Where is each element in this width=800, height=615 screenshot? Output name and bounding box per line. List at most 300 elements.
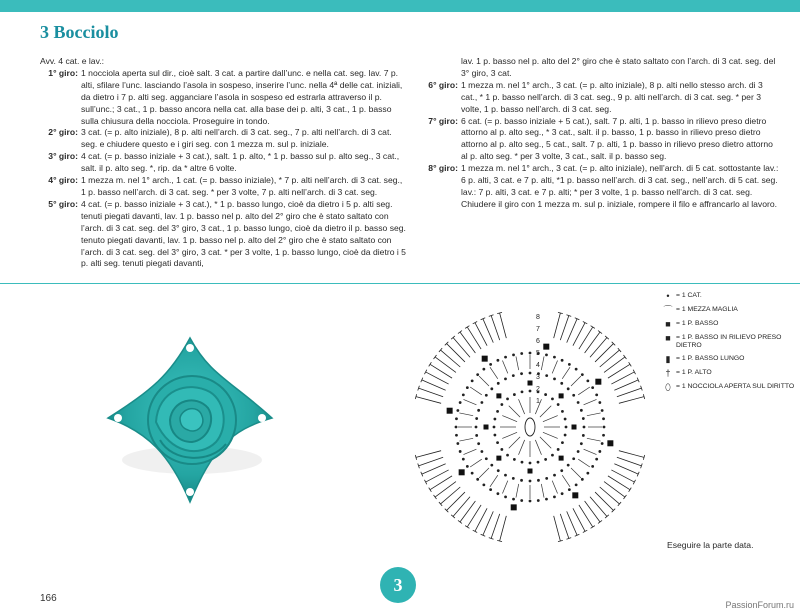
chain-dot [455, 434, 458, 437]
double-crochet-mark [595, 492, 613, 510]
stitch-mark [562, 475, 570, 487]
chain-dot [506, 454, 509, 457]
chain-dot [568, 363, 571, 366]
round-label: 3° giro: [48, 151, 78, 162]
stitch-mark [519, 399, 525, 414]
round-label: 4° giro: [48, 175, 78, 186]
double-crochet-mark [585, 332, 600, 353]
stitch-mark [543, 416, 558, 422]
chain-dot [512, 374, 515, 377]
double-crochet-mark [483, 511, 493, 535]
double-crochet-top [465, 526, 469, 529]
chain-dot [500, 448, 503, 451]
chain-dot [603, 426, 606, 429]
stitch-mark [479, 376, 489, 386]
double-crochet-mark [422, 380, 446, 390]
round-text: 1 mezza m. nel 1° arch., 3 cat. (= p. alto iniziale), nell’arch. di 5 cat. sottostante lav.: 6 p. alti, 3 cat. e 7 p. alti, *1 p. basso nell’arch. di 3 cat. seg., nell’arch. di 5 cat. seg. lav.: 7 p. alti, 3 cat. e 7 p. alti; * per 3 volte, 1 p. basso nell’arch. di 3 cat. seg. Chiudere il giro con 1 mezza m. sul p. iniziale, rompere il filo e affrancarlo al lavoro. [461, 163, 779, 209]
double-crochet-mark [447, 344, 465, 362]
intro-text: Avv. 4 cat. e lav.: [40, 56, 105, 66]
chain-dot [545, 374, 548, 377]
chain-dot [565, 426, 568, 429]
double-crochet-top [434, 355, 437, 359]
double-crochet-mark [419, 388, 444, 397]
chain-dot [520, 499, 523, 502]
execution-note: Eseguire la parte data. [667, 540, 754, 550]
double-crochet-mark [604, 357, 625, 372]
stitch-mark [516, 356, 519, 370]
double-crochet-top [629, 362, 632, 366]
chain-dot [490, 387, 493, 390]
double-crochet-mark [500, 313, 507, 338]
bobble-mark [525, 418, 535, 436]
chain-dot [580, 409, 583, 412]
stitch-mark [516, 484, 519, 498]
round-label: 6° giro: [428, 79, 458, 90]
stitch-mark [479, 468, 489, 478]
double-crochet-mark [567, 511, 577, 535]
chain-dot [551, 397, 554, 400]
stitch-mark [490, 475, 498, 487]
section-divider [0, 283, 800, 284]
chain-dot [529, 352, 532, 355]
chain-dot [602, 434, 605, 437]
chain-dot [529, 390, 532, 393]
single-crochet-icon: ■ [665, 319, 671, 329]
chain-dot [490, 464, 493, 467]
double-crochet-mark [600, 487, 620, 504]
legend-label: = 1 CAT. [676, 292, 702, 299]
chain-dot [564, 418, 567, 421]
single-crochet-mark [459, 469, 465, 475]
double-crochet-mark [422, 464, 446, 474]
round-label: 2° giro: [48, 127, 78, 138]
double-crochet-mark [447, 492, 465, 510]
chain-dot [493, 426, 496, 429]
double-crochet-top [458, 331, 462, 334]
stitch-mark [502, 481, 507, 494]
chain-dot [544, 458, 547, 461]
chain-dot [485, 394, 488, 397]
legend-label: = 1 P. BASSO IN RILIEVO PRESO DIETRO [676, 334, 782, 349]
chain-dot [572, 394, 575, 397]
double-crochet-mark [614, 464, 638, 474]
chain-dot [520, 352, 523, 355]
double-crochet-top [429, 362, 432, 366]
round-label: 5° giro: [48, 198, 78, 209]
right-rounds-list [420, 80, 780, 211]
round-row [40, 199, 408, 270]
page-number: 166 [40, 593, 57, 604]
left-rounds-list [40, 68, 408, 270]
chain-dot [459, 450, 462, 453]
double-crochet-mark [585, 501, 600, 522]
chain-dot [529, 372, 532, 375]
chain-dot [581, 373, 584, 376]
single-crochet-mark [496, 393, 501, 398]
double-crochet-mark [614, 380, 638, 390]
chain-dot [553, 474, 556, 477]
double-crochet-top [623, 355, 626, 359]
chain-dot [512, 477, 515, 480]
stitch-mark [502, 432, 517, 438]
round-row [420, 163, 780, 211]
single-crochet-mark [607, 440, 613, 446]
double-crochet-mark [567, 319, 577, 343]
round-text: lav. 1 p. basso nel p. alto del 2° giro che è stato saltato con l’arch. di 3 cat. seg. del 3° giro, 3 cat. [461, 56, 776, 78]
single-crochet-mark [595, 379, 601, 385]
stitch-mark [459, 413, 473, 416]
chain-dot [477, 409, 480, 412]
round-number-label: 1 [536, 398, 540, 405]
double-crochet-mark [435, 482, 456, 497]
chain-dot [500, 403, 503, 406]
chain-dot [475, 417, 478, 420]
double-crochet-icon: † [665, 368, 671, 378]
round-number-label: 6 [536, 338, 540, 345]
double-crochet-mark [560, 514, 569, 539]
chain-dot [494, 434, 497, 437]
chain-dot [513, 393, 516, 396]
chain-dot [494, 418, 497, 421]
single-crochet-mark [496, 456, 501, 461]
stitch-mark [541, 484, 544, 498]
legend-item [660, 383, 795, 392]
stitch-mark [584, 399, 597, 404]
chain-dot [485, 457, 488, 460]
stitch-mark [502, 416, 517, 422]
legend-item [660, 334, 795, 350]
chain-dot [496, 492, 499, 495]
chain-dot [545, 498, 548, 501]
chain-dot [466, 386, 469, 389]
chain-dot [504, 377, 507, 380]
chain-dot [480, 450, 483, 453]
stitch-mark [571, 468, 581, 478]
chain-dot [602, 417, 605, 420]
stitch-mark [470, 459, 482, 467]
single-crochet-mark [482, 356, 488, 362]
chain-dot [560, 382, 563, 385]
double-crochet-mark [491, 514, 500, 539]
chain-dot [545, 353, 548, 356]
double-crochet-top [465, 326, 469, 329]
round-number-label: 7 [536, 326, 540, 333]
chain-dot [568, 488, 571, 491]
round-row [40, 175, 408, 199]
double-crochet-top [434, 495, 437, 499]
chain-dot [553, 377, 556, 380]
chain-dot [504, 474, 507, 477]
single-crochet-mark [528, 469, 533, 474]
site-watermark: PassionForum.ru [725, 600, 794, 610]
double-crochet-mark [453, 338, 470, 358]
chain-dot [496, 359, 499, 362]
chain-dot [564, 434, 567, 437]
chain-dot [545, 477, 548, 480]
chain-dot [475, 434, 478, 437]
round-row [420, 116, 780, 164]
chain-dot [553, 356, 556, 359]
legend-label: = 1 P. ALTO [676, 369, 712, 376]
chain-dot [551, 454, 554, 457]
chain-dot [529, 462, 532, 465]
chain-dot [595, 458, 598, 461]
chain-dot [477, 442, 480, 445]
round-row [40, 151, 408, 175]
top-accent-bar [0, 0, 800, 12]
round-label: 8° giro: [428, 163, 458, 174]
chain-dot [537, 479, 540, 482]
chain-dot [455, 417, 458, 420]
chain-dot [521, 391, 524, 394]
stitch-mark [463, 449, 476, 454]
legend-item [660, 306, 795, 315]
chain-dot [512, 353, 515, 356]
chain-dot [577, 401, 580, 404]
double-crochet-top [598, 520, 602, 523]
stitch-mark [584, 449, 597, 454]
stitch-mark [543, 432, 558, 438]
double-crochet-mark [554, 516, 561, 541]
chain-dot [513, 458, 516, 461]
double-crochet-mark [441, 487, 461, 504]
legend-item [660, 369, 795, 378]
double-crochet-top [429, 488, 432, 492]
long-single-crochet-icon: ▮ [665, 354, 671, 364]
chain-dot [521, 461, 524, 464]
stitch-mark [463, 399, 476, 404]
single-crochet-mark [447, 408, 453, 414]
chain-dot [561, 359, 564, 362]
legend-label: = 1 P. BASSO [676, 320, 719, 327]
chain-dot [480, 401, 483, 404]
single-crochet-mark [559, 456, 564, 461]
chain-dot [537, 499, 540, 502]
chain-dot [537, 461, 540, 464]
stitch-mark [587, 438, 601, 441]
chain-dot [475, 426, 478, 429]
bobble-icon: ⬯ [665, 382, 671, 392]
chain-dot [476, 373, 479, 376]
chain-dot [595, 393, 598, 396]
round-number-label: 5 [536, 350, 540, 357]
chain-dot [601, 442, 604, 445]
chain-dot [591, 386, 594, 389]
double-crochet-mark [590, 338, 607, 358]
double-crochet-mark [483, 319, 493, 343]
double-crochet-mark [617, 388, 642, 397]
chain-dot [504, 495, 507, 498]
stitch-mark [490, 367, 498, 379]
chain-dot [512, 498, 515, 501]
chain-dot [471, 379, 474, 382]
page-title: 3 Bocciolo [40, 22, 119, 42]
double-crochet-mark [435, 357, 456, 372]
symbol-legend [660, 292, 795, 397]
chain-dot [591, 465, 594, 468]
stitch-mark [470, 387, 482, 395]
chain-dot [476, 478, 479, 481]
chain-dot [466, 465, 469, 468]
double-crochet-mark [416, 397, 441, 404]
chain-dot [575, 368, 578, 371]
stitch-mark [540, 406, 551, 417]
round-number-label: 2 [536, 386, 540, 393]
chapter-badge: 3 [380, 567, 416, 603]
round-row [40, 127, 408, 151]
double-crochet-top [458, 520, 462, 523]
chain-dot [582, 417, 585, 420]
chain-dot [482, 483, 485, 486]
chain-dot [567, 464, 570, 467]
chain-dot [459, 401, 462, 404]
chain-dot [544, 393, 547, 396]
stitch-mark [509, 437, 520, 448]
stitch-mark [578, 459, 590, 467]
raised-single-crochet-icon: ■ [665, 333, 671, 343]
stitch-mark [552, 481, 557, 494]
chain-dot [529, 480, 532, 483]
double-crochet-top [591, 526, 595, 529]
double-crochet-mark [590, 497, 607, 517]
chain-dot [462, 393, 465, 396]
chain-dot [489, 363, 492, 366]
round-label: 1° giro: [48, 67, 78, 78]
stitch-mark [562, 367, 570, 379]
stitch-mark [578, 387, 590, 395]
chain-dot [529, 500, 532, 503]
dot-icon: • [666, 291, 670, 301]
double-crochet-mark [460, 501, 475, 522]
double-crochet-mark [600, 350, 620, 367]
round-number-label: 3 [536, 374, 540, 381]
round-text: 1 nocciola aperta sul dir., cioè salt. 3 cat. a partire dall’unc. e nella cat. seg. lav. 7 p. alti, sfilare l’unc. lasciando l’asola in sospeso, inserire l’unc. nella 4ª delle cat. iniziali, da dietro i 7 p. alti seg. agganciare l’asola in sospeso ed estrarla attraverso il p. sull’unc.; 3 cat., 1 p. basso ancora nella cat. alla base dei p. alti, 3 cat., 1 p. basso sulla chiusura della nocciola. Proseguire in tondo. [81, 67, 403, 126]
round-text: 4 cat. (= p. basso iniziale + 3 cat.), * 1 p. basso lungo, cioè da dietro i 5 p. alti seg. tenuti piegati davanti, lav. 1 p. basso nel p. alto del 2° giro che è stato saltato con l’arch. di 3 cat. seg. del 3° giro, 3 cat., 1 p. basso lungo, cioè da dietro il p. basso seg. tenuto piegati davanti, lav. 1 p. basso nel p. alto del 2° giro che è stato saltato con l’arch. di 3 cat. seg. del 3° giro, 3 cat. * per 3 volte, 1 p. basso lungo, cioè da dietro i 5 p. alti seg. tenuti piegati davanti, [81, 198, 406, 269]
double-crochet-top [629, 488, 632, 492]
chain-dot [575, 483, 578, 486]
chain-dot [496, 410, 499, 413]
stitch-mark [541, 356, 544, 370]
chain-dot [462, 458, 465, 461]
chain-dot [561, 441, 564, 444]
double-crochet-mark [453, 497, 470, 517]
chain-dot [471, 472, 474, 475]
double-crochet-mark [419, 457, 444, 466]
round-text: 1 mezza m. nel 1° arch., 1 cat. (= p. basso iniziale), * 7 p. alti nell’arch. di 3 cat. seg., 1 p. basso nell’arch. di 3 cat. seg. * per 3 volte, 7 p. alti nell’arch. di 3 cat. seg. [81, 175, 403, 197]
stitch-mark [587, 413, 601, 416]
chain-dot [456, 409, 459, 412]
chain-dot [598, 401, 601, 404]
single-crochet-mark [528, 381, 533, 386]
single-crochet-mark [572, 492, 578, 498]
chain-dot [601, 409, 604, 412]
single-crochet-mark [572, 425, 577, 430]
chain-dot [506, 397, 509, 400]
round-label: 7° giro: [428, 115, 458, 126]
chain-dot [557, 448, 560, 451]
slip-stitch-icon: ⌒ [663, 305, 673, 315]
chain-dot [583, 426, 586, 429]
single-crochet-mark [559, 393, 564, 398]
double-crochet-mark [441, 350, 461, 367]
chain-dot [577, 450, 580, 453]
round-row [40, 68, 408, 128]
stitch-mark [552, 360, 557, 373]
double-crochet-top [598, 331, 602, 334]
stitch-mark [571, 376, 581, 386]
chain-dot [560, 469, 563, 472]
round-text: 4 cat. (= p. basso iniziale + 3 cat.), salt. 1 p. alto, * 1 p. basso sul p. alto seg., 3 cat., salt. il p. alto seg. *, rip. da * altre 6 volte. [81, 151, 400, 174]
chain-dot [581, 478, 584, 481]
legend-label: = 1 P. BASSO LUNGO [676, 355, 745, 362]
chain-dot [504, 356, 507, 359]
double-crochet-mark [491, 316, 500, 341]
crochet-chart-diagram [400, 296, 660, 558]
instructions-right-column [420, 56, 780, 211]
legend-item [660, 292, 795, 301]
single-crochet-mark [511, 504, 517, 510]
chain-dot [497, 382, 500, 385]
chain-dot [586, 472, 589, 475]
chain-dot [586, 379, 589, 382]
chain-dot [520, 372, 523, 375]
chain-dot [455, 426, 458, 429]
round-text: 6 cat. (= p. basso iniziale + 5 cat.), salt. 7 p. alti, 1 p. basso in rilievo preso dietro attorno al p. alto seg., * 3 cat., salt. il p. basso, 1 p. basso in rilievo preso dietro attorno al p. alto seg., 5 cat., salt. 7 p. alti, 1 p. basso in rilievo preso dietro attorno al p. alto seg. * per 3 volte, 3 cat., salt. il p. basso seg. [461, 115, 773, 162]
legend-label: = 1 MEZZA MAGLIA [676, 306, 738, 313]
double-crochet-mark [595, 344, 613, 362]
chain-dot [553, 495, 556, 498]
round-text: 1 mezza m. nel 1° arch., 3 cat. (= p. alto iniziale), 8 p. alti nello stesso arch. di 3 cat., * 1 p. basso nell’arch. di 3 cat. seg., 9 p. alti nell’arch. di 3 cat. seg. * per 3 volte, 1 p. basso nell’arch. di 3 cat. seg. [461, 79, 763, 114]
round-5-continuation [420, 56, 780, 80]
single-crochet-mark [484, 425, 489, 430]
double-crochet-mark [560, 316, 569, 341]
chain-dot [567, 387, 570, 390]
chain-dot [497, 469, 500, 472]
chain-dot [561, 492, 564, 495]
stitch-mark [540, 437, 551, 448]
stitch-mark [459, 438, 473, 441]
round-row [420, 80, 780, 116]
stitch-mark [502, 360, 507, 373]
chain-dot [582, 434, 585, 437]
stitch-mark [519, 440, 525, 455]
round-number-label: 4 [536, 362, 540, 369]
chain-dot [580, 442, 583, 445]
double-crochet-top [623, 495, 626, 499]
double-crochet-mark [460, 332, 475, 353]
round-number-label: 8 [536, 314, 540, 321]
chain-dot [496, 441, 499, 444]
chain-dot [557, 403, 560, 406]
legend-item [660, 355, 795, 364]
chain-dot [456, 442, 459, 445]
double-crochet-mark [619, 451, 644, 458]
legend-item [660, 320, 795, 329]
double-crochet-mark [619, 397, 644, 404]
double-crochet-top [591, 326, 595, 329]
stitch-mark [535, 440, 541, 455]
chain-dot [572, 457, 575, 460]
double-crochet-mark [604, 482, 625, 497]
double-crochet-mark [554, 313, 561, 338]
double-crochet-mark [416, 451, 441, 458]
double-crochet-mark [500, 516, 507, 541]
crochet-flower-photo [100, 330, 280, 510]
chain-dot [598, 450, 601, 453]
double-crochet-mark [617, 457, 642, 466]
chain-dot [561, 410, 564, 413]
instructions-left-column [40, 56, 408, 270]
